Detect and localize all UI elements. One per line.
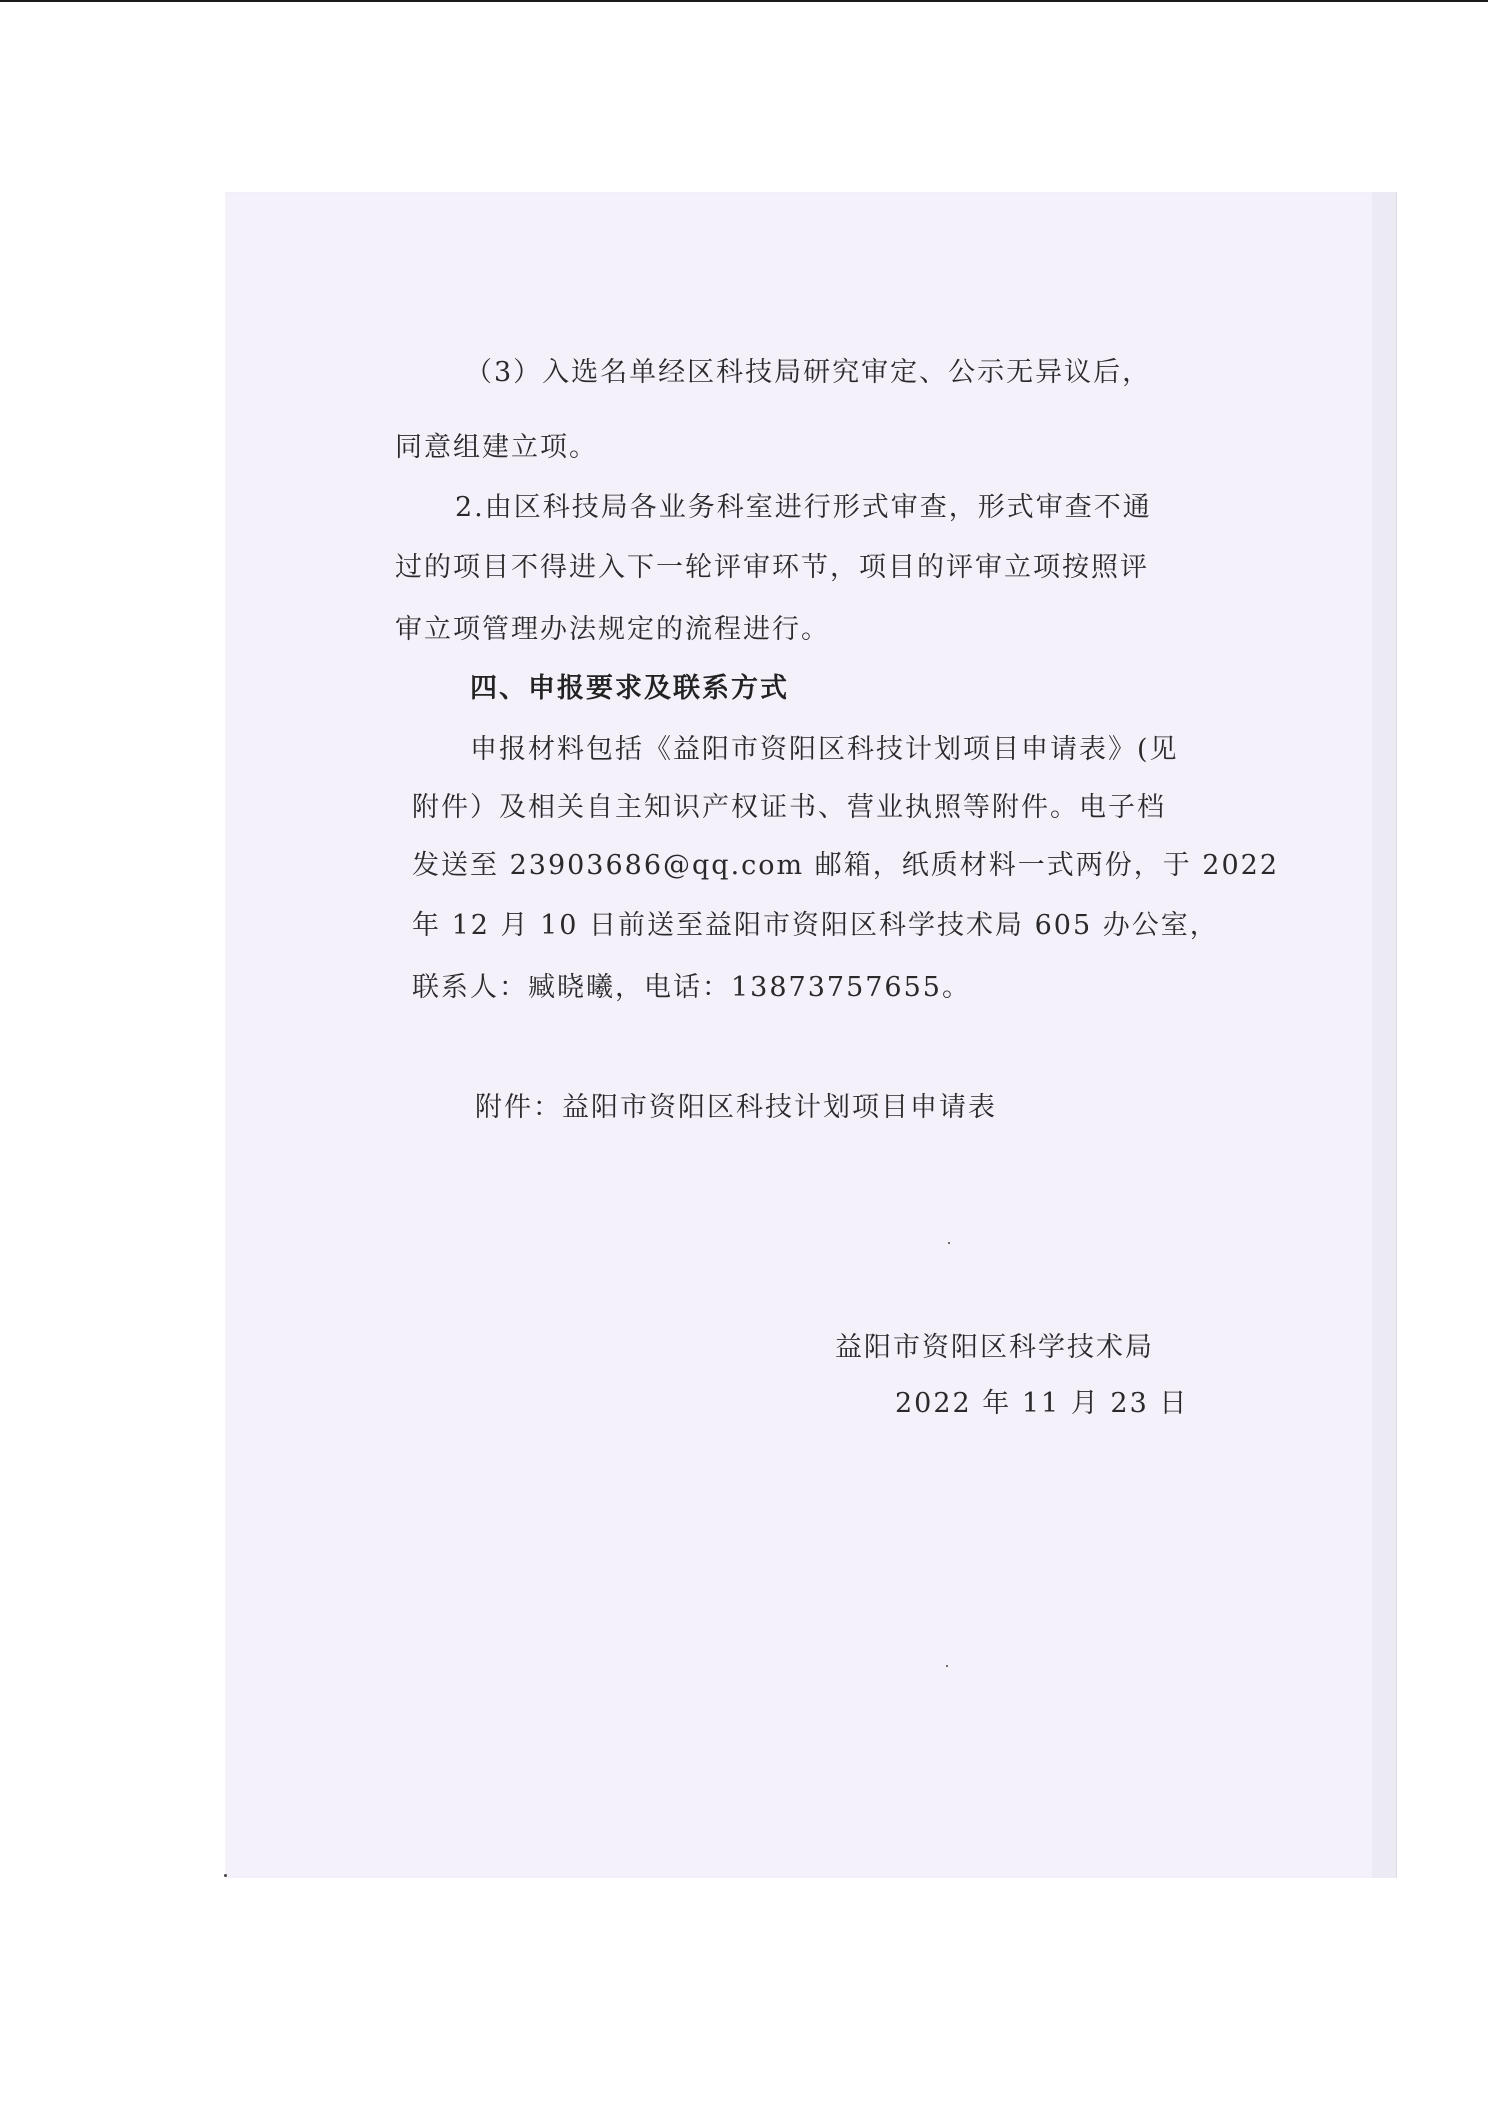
issuer-name: 益阳市资阳区科学技术局	[835, 1332, 1154, 1363]
contact-line-4: 年 12 月 10 日前送至益阳市资阳区科学技术局 605 办公室，	[412, 910, 1219, 941]
paragraph-line-2: 同意组建立项。	[395, 432, 598, 463]
paragraph-line-4: 过的项目不得进入下一轮评审环节，项目的评审立项按照评	[395, 552, 1149, 583]
paragraph-line-3: 2.由区科技局各业务科室进行形式审查，形式审查不通	[455, 492, 1152, 523]
issue-date: 2022 年 11 月 23 日	[895, 1388, 1189, 1419]
contact-line-1: 申报材料包括《益阳市资阳区科技计划项目申请表》(见	[470, 734, 1179, 765]
attachment-note: 附件：益阳市资阳区科技计划项目申请表	[475, 1092, 997, 1123]
scan-speck	[224, 1874, 227, 1877]
paragraph-line-1: （3）入选名单经区科技局研究审定、公示无异议后，	[465, 357, 1152, 388]
scan-speck	[948, 1242, 950, 1244]
contact-line-2: 附件）及相关自主知识产权证书、营业执照等附件。电子档	[412, 792, 1166, 823]
contact-line-5: 联系人：臧晓曦，电话：13873757655。	[412, 972, 971, 1003]
contact-line-3: 发送至 23903686@qq.com 邮箱，纸质材料一式两份，于 2022	[412, 850, 1280, 881]
paragraph-line-5: 审立项管理办法规定的流程进行。	[395, 614, 830, 645]
scan-speck	[946, 1665, 948, 1667]
section-heading: 四、申报要求及联系方式	[470, 673, 789, 704]
scan-top-border	[0, 0, 1488, 2]
page-shadow-edge	[1372, 192, 1396, 1878]
